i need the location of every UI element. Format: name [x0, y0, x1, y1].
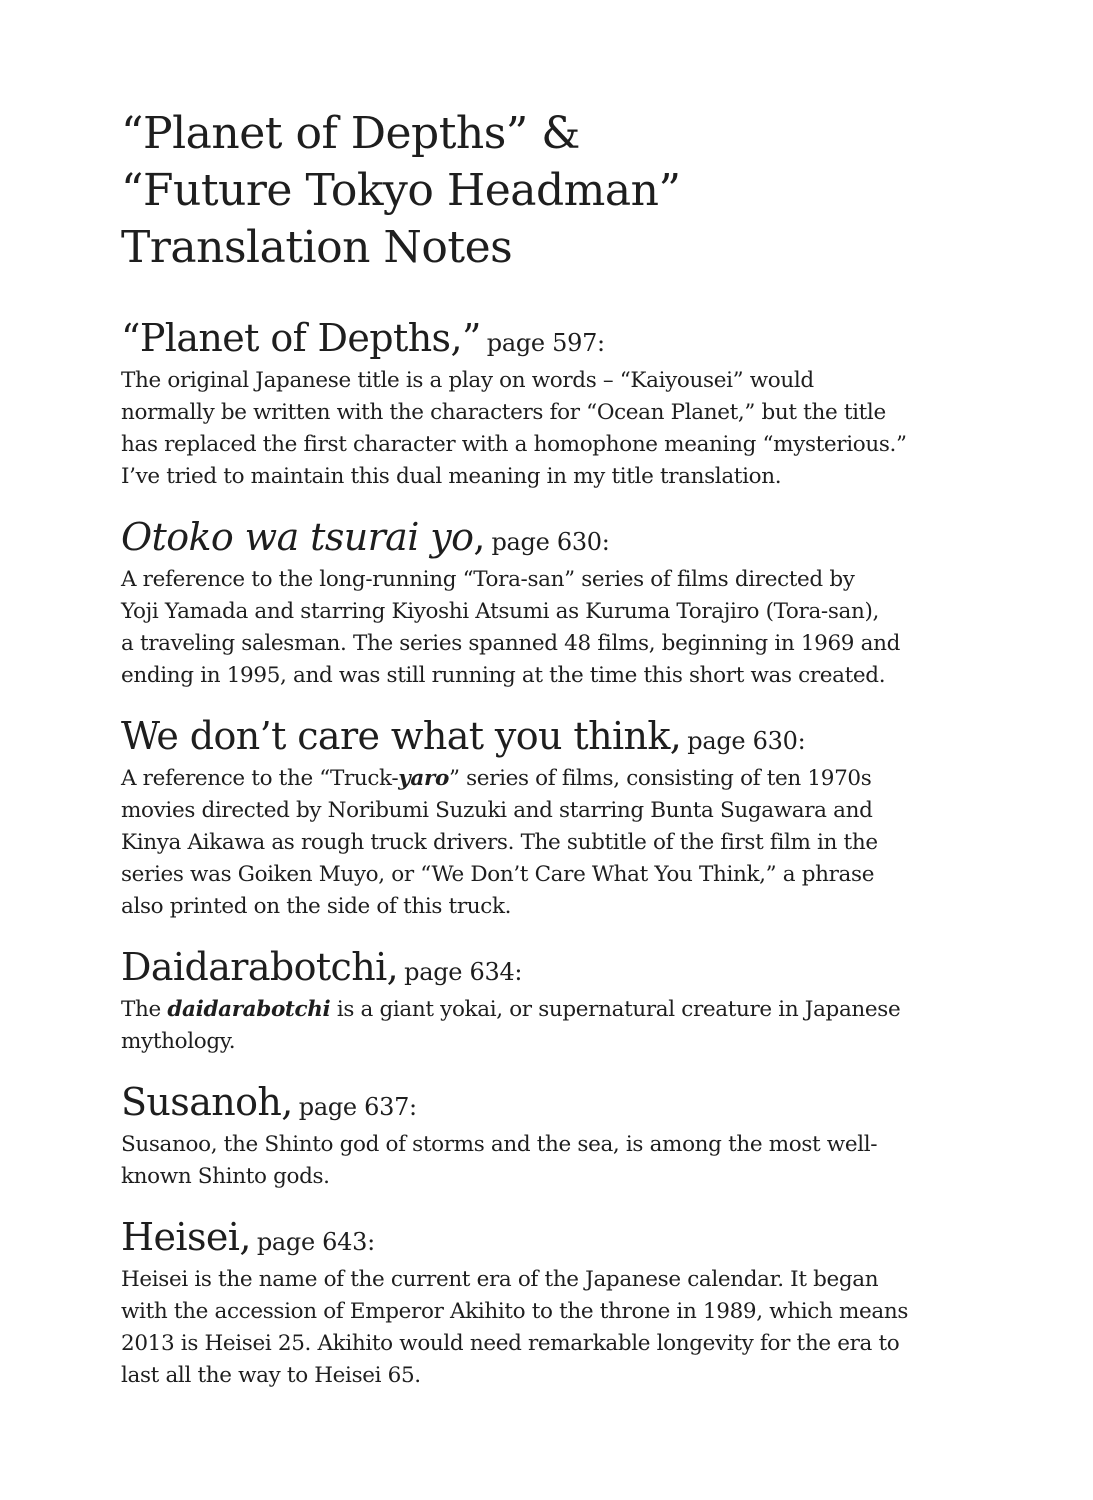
- note-body-line: Susanoo, the Shinto god of storms and the sea, is among the most well-: [121, 1132, 878, 1157]
- note-page-ref: page 630:: [687, 727, 806, 755]
- note-heading: [121, 515, 1001, 564]
- note-entry: [121, 1080, 1001, 1193]
- note-body-line: [121, 994, 1001, 1026]
- note-body: [121, 1129, 1001, 1193]
- note-entry: [121, 945, 1001, 1058]
- note-body-emphasis: yaro: [398, 766, 449, 791]
- note-body-line: normally be written with the characters for “Ocean Planet,” but the title: [121, 400, 886, 425]
- note-body-text: The: [121, 997, 168, 1022]
- note-body-emphasis: daidarabotchi: [167, 997, 331, 1022]
- note-body-line: [121, 763, 1001, 795]
- note-heading: [121, 1080, 1001, 1129]
- note-body-line: known Shinto gods.: [121, 1164, 330, 1189]
- note-body-line: movies directed by Noribumi Suzuki and starring Bunta Sugawara and: [121, 798, 873, 823]
- note-body-line: has replaced the first character with a homophone meaning “mysterious.”: [121, 432, 907, 457]
- note-body: [121, 1264, 1001, 1392]
- note-body: [121, 994, 1001, 1058]
- note-body-text: A reference to the “Truck-: [121, 766, 399, 791]
- note-page-ref: page 630:: [491, 528, 610, 556]
- note-term: Susanoh,: [121, 1080, 293, 1124]
- note-entry: [121, 515, 1001, 692]
- note-body-line: series was Goiken Muyo, or “We Don’t Care What You Think,” a phrase: [121, 862, 875, 887]
- note-body-line: 2013 is Heisei 25. Akihito would need remarkable longevity for the era to: [121, 1331, 900, 1356]
- note-page-ref: page 637:: [298, 1093, 417, 1121]
- note-body-line: I’ve tried to maintain this dual meaning in my title translation.: [121, 464, 782, 489]
- note-term: Daidarabotchi,: [121, 945, 399, 989]
- note-term: “Planet of Depths,”: [121, 316, 481, 360]
- note-entry: [121, 316, 1001, 493]
- notes-list: [121, 316, 1001, 1392]
- note-body-line: Kinya Aikawa as rough truck drivers. The subtitle of the first film in the: [121, 830, 878, 855]
- note-body-line: with the accession of Emperor Akihito to the throne in 1989, which means: [121, 1299, 909, 1324]
- note-page-ref: page 643:: [256, 1228, 375, 1256]
- page-title: [121, 105, 1001, 276]
- note-page-ref: page 597:: [486, 329, 605, 357]
- note-body-line: mythology.: [121, 1029, 236, 1054]
- note-term: Heisei,: [121, 1215, 251, 1259]
- translation-notes-page: [121, 105, 1001, 1414]
- note-body: [121, 564, 1001, 692]
- note-heading: [121, 316, 1001, 365]
- note-body-line: Yoji Yamada and starring Kiyoshi Atsumi as Kuruma Torajiro (Tora-san),: [121, 599, 880, 624]
- note-body: [121, 763, 1001, 923]
- note-term: Otoko wa tsurai yo: [121, 515, 474, 559]
- note-body-text: ” series of films, consisting of ten 1970s: [448, 766, 872, 791]
- note-entry: [121, 714, 1001, 923]
- note-term-comma: ,: [473, 515, 486, 559]
- note-heading: [121, 714, 1001, 763]
- note-body-line: ending in 1995, and was still running at the time this short was created.: [121, 663, 886, 688]
- note-heading: [121, 1215, 1001, 1264]
- note-body-line: a traveling salesman. The series spanned 48 films, beginning in 1969 and: [121, 631, 901, 656]
- note-body-text: is a giant yokai, or supernatural creature in Japanese: [330, 997, 901, 1022]
- note-body: [121, 365, 1001, 493]
- page-title-line: “Future Tokyo Headman”: [121, 165, 681, 216]
- page-title-line: Translation Notes: [121, 222, 513, 273]
- note-body-line: A reference to the long-running “Tora-san” series of films directed by: [121, 567, 855, 592]
- note-heading: [121, 945, 1001, 994]
- note-page-ref: page 634:: [404, 958, 523, 986]
- note-entry: [121, 1215, 1001, 1392]
- note-term: We don’t care what you think,: [121, 714, 682, 758]
- note-body-line: last all the way to Heisei 65.: [121, 1363, 421, 1388]
- note-body-line: Heisei is the name of the current era of the Japanese calendar. It began: [121, 1267, 879, 1292]
- note-body-line: The original Japanese title is a play on words – “Kaiyousei” would: [121, 368, 814, 393]
- page-title-line: “Planet of Depths” &: [121, 108, 580, 159]
- note-body-line: also printed on the side of this truck.: [121, 894, 512, 919]
